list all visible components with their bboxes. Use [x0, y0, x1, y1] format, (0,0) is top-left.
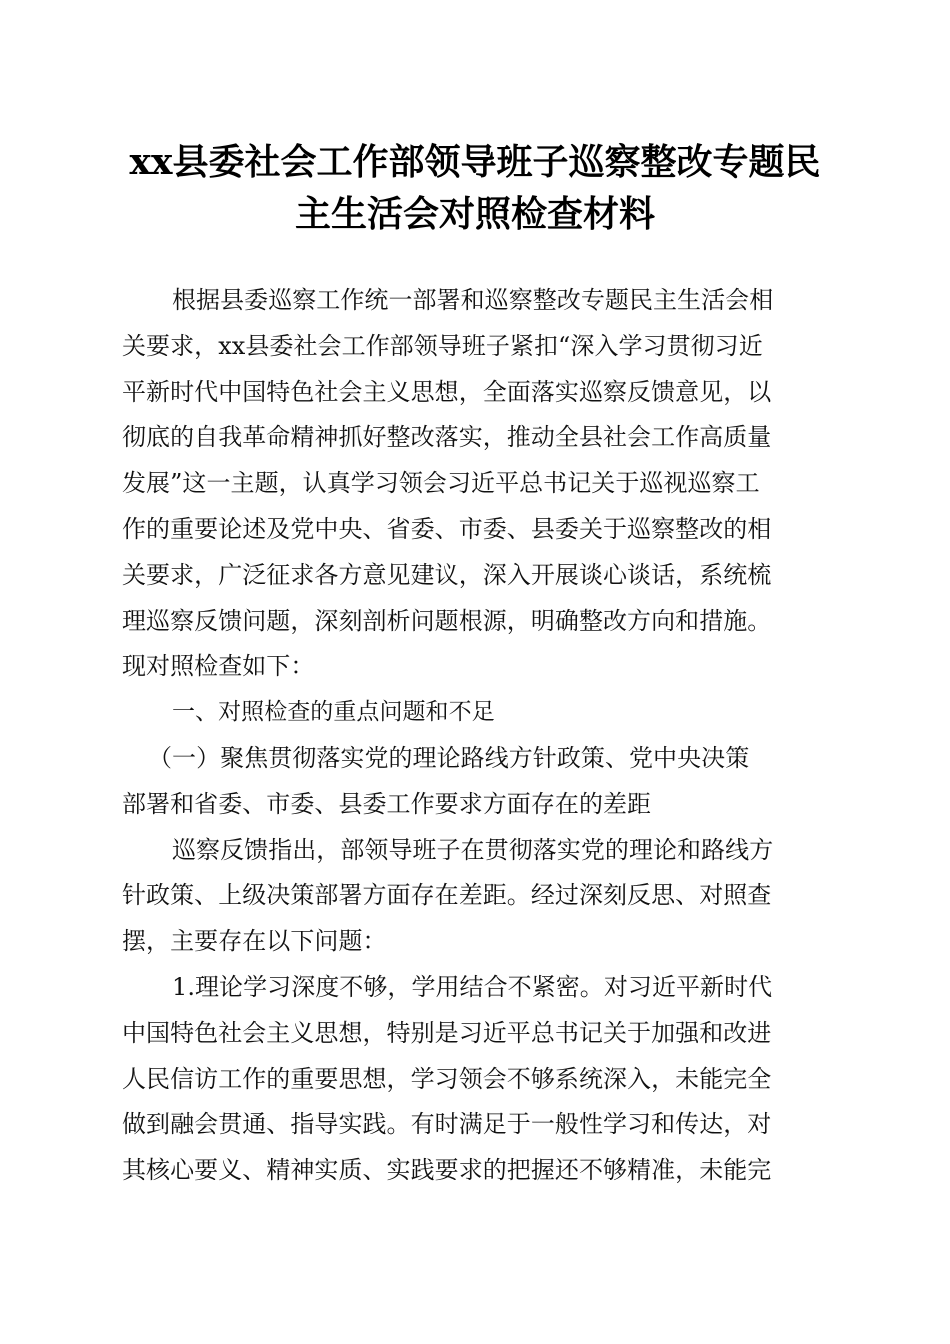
paragraph-line: 根据县委巡察工作统一部署和巡察整改专题民主生活会相: [172, 286, 774, 314]
paragraph-line: 作的重要论述及党中央、省委、市委、县委关于巡察整改的相: [122, 514, 772, 543]
title-line: 主生活会对照检查材料: [294, 193, 655, 235]
section-heading-2: [122, 736, 830, 828]
paragraph-line: 现对照检查如下：: [122, 652, 315, 681]
item-1-paragraph: [122, 965, 830, 1194]
paragraph-line: 关要求，xx县委社会工作部领导班子紧扣“深入学习贯彻习近: [122, 331, 763, 360]
paragraph-line: 1.理论学习深度不够，学用结合不紧密。对习近平新时代: [172, 972, 773, 1001]
document-title: [90, 136, 860, 240]
paragraph-line: 摆，主要存在以下问题：: [122, 927, 387, 956]
paragraph-line: 关要求，广泛征求各方意见建议，深入开展谈心谈话，系统梳: [122, 560, 772, 589]
heading-line: （一）聚焦贯彻落实党的理论路线方针政策、党中央决策: [148, 743, 750, 772]
paragraph-line: 中国特色社会主义思想，特别是习近平总书记关于加强和改进: [122, 1018, 772, 1047]
document-body: [122, 278, 830, 1194]
paragraph-line: 做到融会贯通、指导实践。有时满足于一般性学习和传达，对: [122, 1110, 772, 1139]
intro-paragraph: [122, 278, 830, 690]
paragraph-line: 彻底的自我革命精神抓好整改落实，推动全县社会工作高质量: [122, 423, 772, 452]
paragraph-line: 人民信访工作的重要思想，学习领会不够系统深入，未能完全: [122, 1064, 772, 1093]
paragraph-line: 理巡察反馈问题，深刻剖析问题根源，明确整改方向和措施。: [122, 606, 772, 635]
section-heading-1: 一、对照检查的重点问题和不足: [172, 699, 495, 726]
paragraph-line: 针政策、上级决策部署方面存在差距。经过深刻反思、对照查: [122, 881, 772, 910]
heading-line: 部署和省委、市委、县委工作要求方面存在的差距: [122, 789, 652, 818]
title-line: xx县委社会工作部领导班子巡察整改专题民: [129, 141, 821, 183]
paragraph-line: 巡察反馈指出，部领导班子在贯彻落实党的理论和路线方: [172, 835, 774, 864]
paragraph-line: 发展”这一主题，认真学习领会习近平总书记关于巡视巡察工: [122, 469, 760, 498]
paragraph-line: 平新时代中国特色社会主义思想，全面落实巡察反馈意见，以: [122, 377, 772, 406]
paragraph-line: 其核心要义、精神实质、实践要求的把握还不够精准，未能完: [122, 1156, 772, 1185]
feedback-paragraph: [122, 828, 830, 965]
